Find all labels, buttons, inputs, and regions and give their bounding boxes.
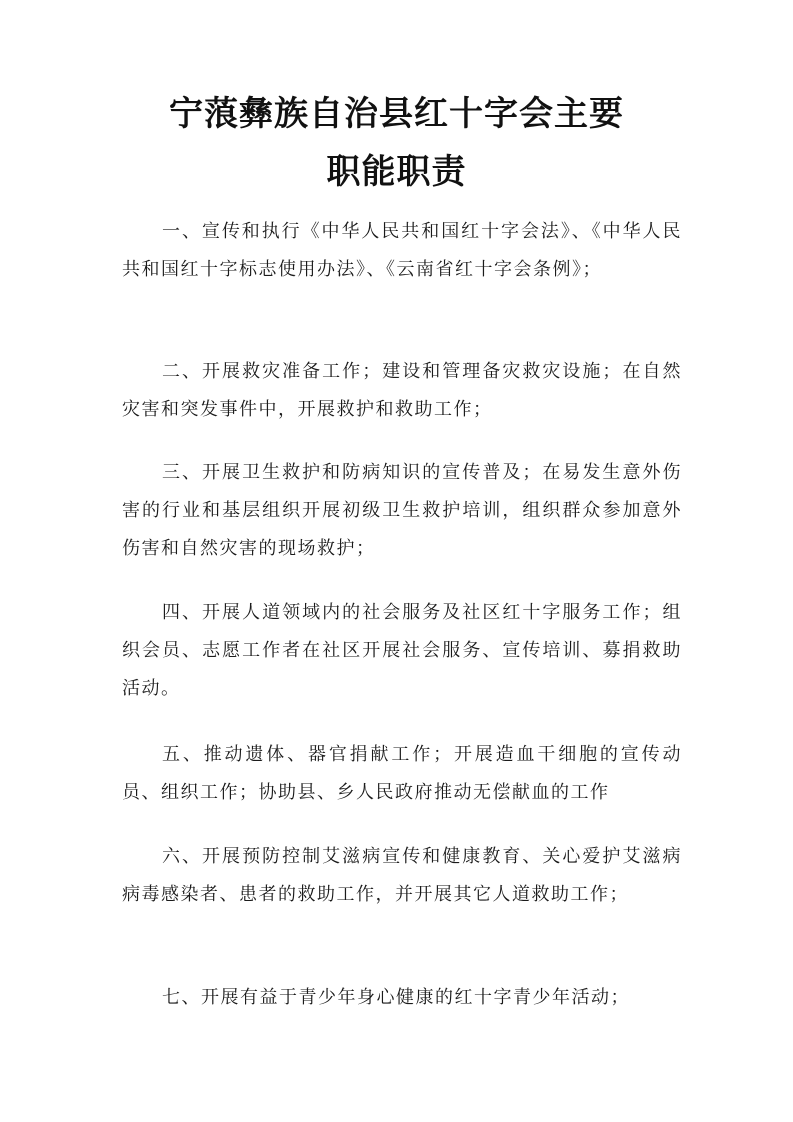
duty-paragraph-2: 二、开展救灾准备工作；建设和管理备灾救灾设施；在自然灾害和突发事件中，开展救护和救助工作； bbox=[122, 361, 682, 420]
duty-paragraph-7: 七、开展有益于青少年身心健康的红十字青少年活动； bbox=[162, 987, 630, 1008]
duty-paragraph-3: 三、开展卫生救护和防病知识的宣传普及；在易发生意外伤害的行业和基层组织开展初级卫生救护培训，组织群众参加意外伤害和自然灾害的现场救护； bbox=[122, 462, 682, 559]
document-title-line-2: 职能职责 bbox=[326, 152, 467, 192]
document-title-line-1: 宁蒗彝族自治县红十字会主要 bbox=[169, 94, 624, 134]
duty-paragraph-4: 四、开展人道领域内的社会服务及社区红十字服务工作；组织会员、志愿工作者在社区开展社会服务、宣传培训、募捐救助活动。 bbox=[122, 602, 682, 699]
duty-paragraph-6: 六、开展预防控制艾滋病宣传和健康教育、关心爱护艾滋病病毒感染者、患者的救助工作，并开展其它人道救助工作； bbox=[122, 846, 682, 905]
duty-paragraph-5: 五、推动遗体、器官捐献工作；开展造血干细胞的宣传动员、组织工作；协助县、乡人民政府推动无偿献血的工作 bbox=[122, 744, 682, 803]
duty-paragraph-1: 一、宣传和执行《中华人民共和国红十字会法》、《中华人民共和国红十字标志使用办法》、《云南省红十字会条例》； bbox=[122, 221, 682, 280]
